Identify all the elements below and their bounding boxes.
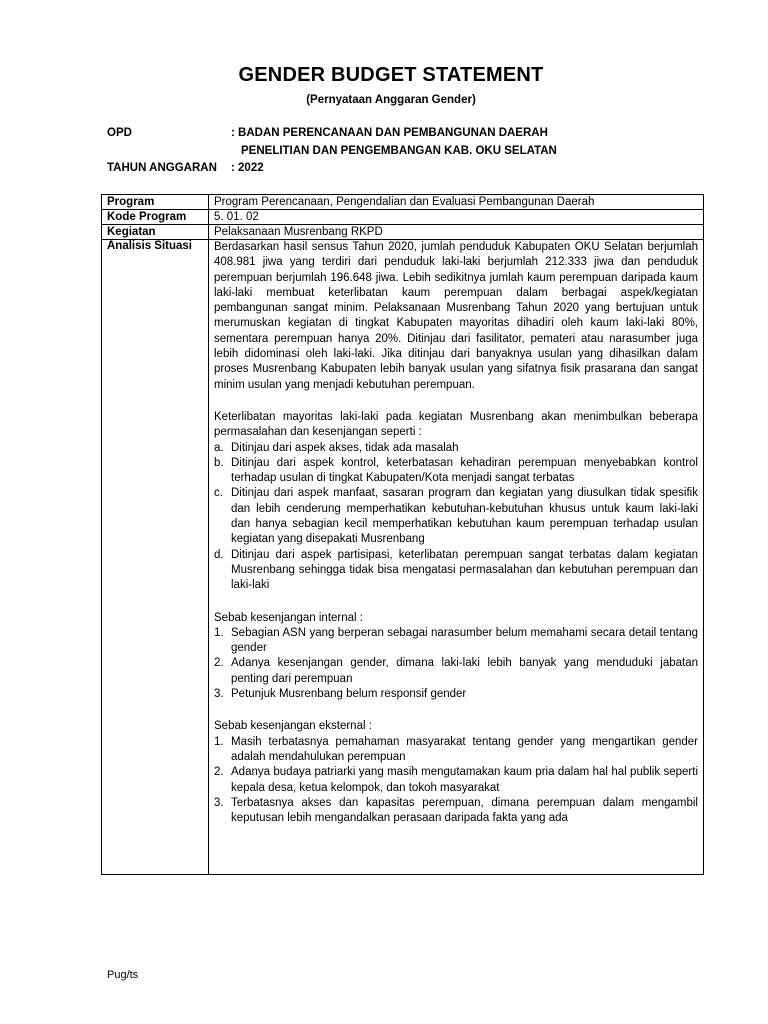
opd-value: : BADAN PERENCANAAN DAN PEMBANGUNAN DAERAH [231,127,548,139]
internal-heading: Sebab kesenjangan internal : [214,611,363,624]
list-item [214,456,698,487]
list-marker: 2. [214,766,224,779]
list-marker: 1. [214,735,224,748]
list-item [214,765,698,796]
table-row [102,210,704,225]
list-item [214,626,698,657]
program-label: Program [102,195,209,210]
table-row [102,195,704,210]
budget-table [101,194,704,875]
list-marker: 3. [214,688,224,701]
opd-value-line2: PENELITIAN DAN PENGEMBANGAN KAB. OKU SELATAN [241,145,557,157]
list-marker: 2. [214,657,224,670]
kode-program-value: 5. 01. 02 [209,210,704,225]
external-heading: Sebab kesenjangan eksternal : [214,720,372,733]
list-marker: c. [214,487,223,500]
list-item [214,735,698,766]
list-item [214,796,698,827]
analisis-label: Analisis Situasi [102,240,209,875]
list-item [214,548,698,594]
program-value: Program Perencanaan, Pengendalian dan Evaluasi Pembangunan Daerah [209,195,704,210]
list-text: Ditinjau dari aspek manfaat, sasaran program dan kegiatan yang diusulkan tidak spesifik dan lebih cenderung memperhatikan kebutuhan-kebutuhan khusus untuk kaum laki-laki dan hanya sebagian kecil memperhatikan kebutuhan kaum perempuan terhadap usulan kegiatan yang disepakati Musrenbang [231,487,698,546]
list-text: Adanya budaya patriarki yang masih mengutamakan kaum pria dalam hal hal publik seperti kepala desa, ketua kelompok, dan tokoh masyarakat [231,766,698,794]
list-marker: b. [214,456,224,469]
list-text: Terbatasnya akses dan kapasitas perempuan, dimana perempuan dalam mengambil keputusan lebih mengandalkan perasaan daripada fakta yang ada [231,796,698,825]
opd-label: OPD [107,127,132,139]
table-row [102,240,704,875]
list-item [214,486,698,547]
year-label: TAHUN ANGGARAN [107,162,217,174]
kegiatan-value: Pelaksanaan Musrenbang RKPD [209,225,704,240]
document-subtitle: (Pernyataan Anggaran Gender) [306,94,476,106]
list-text: Petunjuk Musrenbang belum responsif gender [231,688,467,701]
table-row [102,225,704,240]
list-text: Ditinjau dari aspek akses, tidak ada masalah [231,441,459,454]
kegiatan-label: Kegiatan [102,225,209,240]
list-marker: 3. [214,796,224,809]
list-text: Adanya kesenjangan gender, dimana laki-laki lebih banyak yang menduduki jabatan penting dari perempuan [231,657,698,685]
list-text: Ditinjau dari aspek partisipasi, keterlibatan perempuan sangat terbatas dalam kegiatan Musrenbang sehingga tidak bisa mengatasi permasalahan dan kebutuhan perempuan dan laki-laki [231,548,698,592]
list-item [214,441,698,456]
document-title: GENDER BUDGET STATEMENT [238,64,544,86]
list-text: Masih terbatasnya pemahaman masyarakat tentang gender yang mengartikan gender adalah mendahulukan perempuan [231,735,698,763]
list-marker: d. [214,548,224,561]
year-value: : 2022 [231,162,264,174]
analysis-paragraph-2: Keterlibatan mayoritas laki-laki pada kegiatan Musrenbang akan menimbulkan beberapa permasalahan dan kesenjangan seperti : [214,410,698,439]
list-text: Ditinjau dari aspek kontrol, keterbatasan kehadiran perempuan menyebabkan kontrol terhadap usulan di tingkat Kabupaten/Kota menjadi sangat terbatas [231,456,698,485]
list-item [214,656,698,687]
list-marker: 1. [214,626,224,639]
kode-program-label: Kode Program [102,210,209,225]
list-text: Sebagian ASN yang berperan sebagai narasumber belum memahami secara detail tentang gender [231,626,698,655]
analisis-content [209,240,704,875]
footer-initials: Pug/ts [107,969,139,981]
list-item [214,687,698,702]
analysis-paragraph-1: Berdasarkan hasil sensus Tahun 2020, jumlah penduduk Kabupaten OKU Selatan berjumlah 408.981 jiwa yang terdiri dari penduduk laki-laki berjumlah 212.333 jiwa dan penduduk perempuan berjumlah 196.648 jiwa. Lebih sedikitnya jumlah kaum perempuan daripada kaum laki-laki membuat keterlibatan kaum perempuan dalam berbagai aspek/kegiatan pembangunan sangat minim. Pelaksanaan Musrenbang Tahun 2020 yang bertujuan untuk merumuskan kegiatan di tingkat Kabupaten mayoritas dihadiri oleh kaum laki-laki 80%, sementara perempuan hanya 20%. Ditinjau dari fasilitator, pemateri atau narasumber juga lebih didominasi oleh laki-laki. Jika ditinjau dari banyaknya usulan yang dihasilkan dalam proses Musrenbang Kabupaten lebih banyak usulan yang sifatnya fisik prasarana dan sangat minim usulan yang menjadi kebutuhan perempuan. [214,241,698,391]
list-marker: a. [214,441,224,454]
